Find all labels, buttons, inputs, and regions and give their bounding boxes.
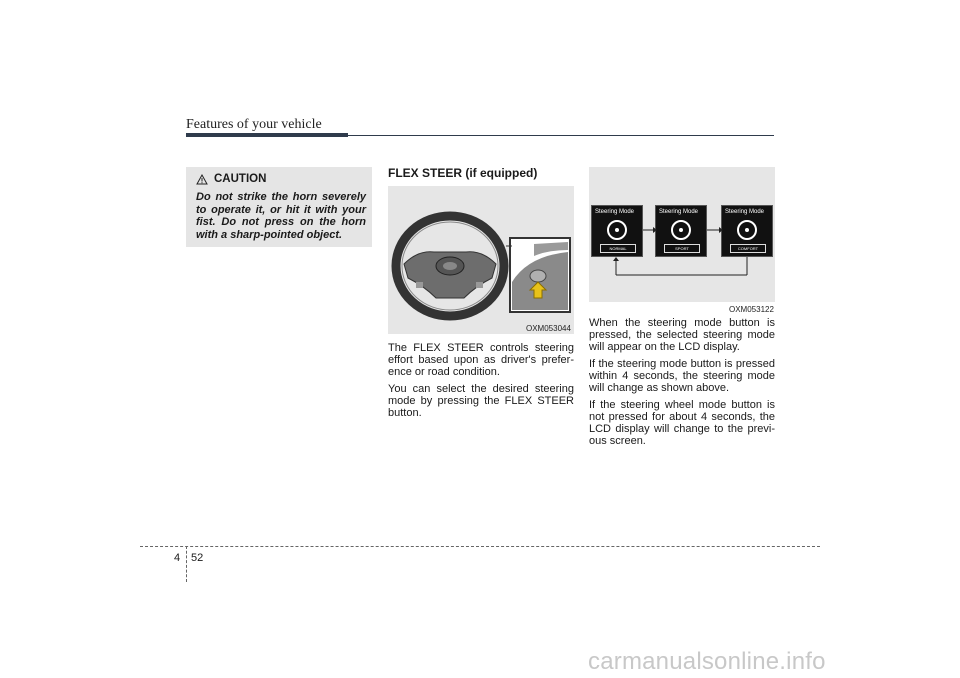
caution-label: CAUTION [214,173,267,185]
lcd-mode-figure [589,167,775,302]
chapter-number: 4 [174,552,181,564]
left-paragraph-2: You can select the desired steering mode by pressing the FLEX STEER button. [388,383,574,419]
mode-cycle-arrows [589,167,775,302]
watermark-text: carmanualsonline.info [588,648,826,675]
right-paragraph-1: When the steering mode button is pressed, the selected steering mode will appear on the LCD display. [589,317,775,353]
lcd-title: Steering Mode [595,209,635,215]
warning-triangle-icon [196,174,208,185]
header-rule-thin [348,135,774,136]
steering-wheel-illustration [388,186,574,334]
page-header-title: Features of your vehicle [186,117,322,132]
left-paragraph-1: The FLEX STEER controls steering effort based upon as driver's prefer-ence or road condition. [388,342,574,378]
lcd-mode-label: NORMAL [600,244,636,253]
caution-box [186,167,372,247]
header-rule-thick [186,133,348,137]
figure1-code: OXM053044 [526,324,571,333]
footer-rule-vertical [186,546,187,582]
page-number: 52 [191,552,204,564]
lcd-title: Steering Mode [659,209,699,215]
section-title: FLEX STEER (if equipped) [388,166,538,180]
footer-rule [140,546,820,547]
right-column-text [589,317,775,452]
lcd-mode-label: SPORT [664,244,700,253]
caution-text: Do not strike the horn severely to operate it, or hit it with your fist. Do not press on the horn with a sharp-pointed object. [196,191,366,241]
lcd-title: Steering Mode [725,209,765,215]
figure2-code: OXM053122 [729,305,774,314]
right-paragraph-3: If the steering wheel mode button is not pressed for about 4 seconds, the LCD display will change to the previ-ous screen. [589,399,775,447]
steering-wheel-figure [388,186,574,334]
lcd-mode-label: COMFORT [730,244,766,253]
right-paragraph-2: If the steering mode button is pressed within 4 seconds, the steering mode will change as shown above. [589,358,775,394]
caution-heading [196,173,266,185]
left-column-text [388,342,574,424]
